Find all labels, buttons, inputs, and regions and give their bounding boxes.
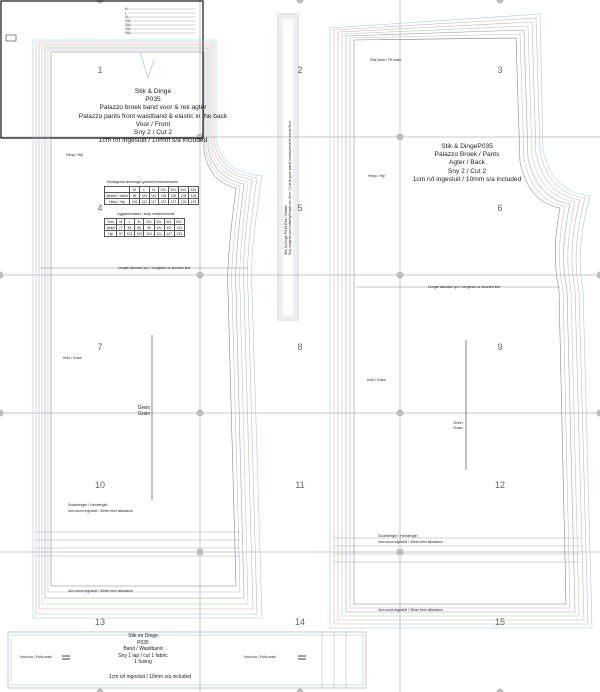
back-lengthen-label: Lengte afkorten lyn / Lengthen or shorten line: [428, 285, 501, 289]
elastic-strip-label: Stik & Dinge P035 Rek / Elastic Sny volgens jou middellyfmaat min 5cm / Cut to your waist measurement minus 5cm: [284, 120, 293, 255]
waistband-title: Stik en Dinge P035 Band / Waistband Sny 1 lap / cut 1 fabric 1 fusing: [118, 633, 168, 666]
waistband-seam: 1cm n/t ingesluit / 10mm s/a included: [108, 674, 192, 680]
fold-mark-label-left: Vou/vou / Fold mark: [20, 655, 52, 659]
back-hip-marker: Heup / Hip: [368, 174, 385, 178]
front-hem-allowance-lower: 4cm soom ingesluit / 40mm hem allowance: [68, 589, 133, 593]
back-knee-marker: Knie / Knee: [367, 378, 386, 382]
size-legend: M L XL 2XL 3XL 4XL 5XL: [125, 7, 131, 35]
page-number: 4: [97, 203, 103, 213]
front-knee-marker: Knie / Knee: [63, 356, 82, 360]
page-number: 5: [297, 203, 303, 213]
size-table-title: Kledingstuk afmetings/ garment measurements: [107, 180, 178, 184]
body-table-title: Liggaamsmates / body measurements: [117, 212, 175, 216]
page-number: 8: [297, 342, 303, 352]
logo-mark: [6, 35, 16, 41]
page-number: 13: [94, 617, 106, 627]
legend-lines: [128, 9, 195, 33]
back-hem-band: [334, 538, 580, 562]
page-number: 14: [294, 617, 306, 627]
fold-mark-label-right: Vou/vou / Fold mark: [244, 655, 276, 659]
front-lengthen-label: Lengte afkorten lyn / Lengthen or shorten line: [118, 266, 191, 270]
back-hem-allowance: 4cm soom ingesluit / 40mm hem allowance: [378, 540, 443, 544]
front-hem-label: Soomlengte / Hemlength: [68, 503, 108, 507]
page-number: 10: [94, 480, 106, 490]
front-piece-title: Stik & Dinge P035 Palazzo broek band voor & rek agter Palazzo pants front waistband & elastic in the back Voor / Front Sny 2 / Cut 2 1cm n/t ingesluit / 10mm s/a included: [78, 88, 228, 145]
back-piece-title: Stik & DingeP035 Palazzo Broek / Pants Agter / Back Sny 2 / Cut 2 1cm n/t ingesluit / 10mm s/a included: [412, 143, 522, 183]
back-grain-label: Grein Grain: [453, 421, 463, 430]
front-hip-marker: Heup / Hip: [66, 153, 83, 157]
page-number: 1: [97, 65, 103, 75]
page-number: 7: [97, 342, 103, 352]
page-number: 11: [295, 480, 305, 490]
front-grain-label: Grein Grain: [137, 405, 151, 417]
page-number: 2: [297, 65, 303, 75]
garment-size-table: M L XL 2XL 3XL 4XL 5XL Middel / Waist 86 100 110 118 125 135 145 Heup / Hip 106 112 117 122 127 132 137: [106, 187, 197, 204]
back-hem-allowance-lower: 4cm soom ingesluit / 40mm hem allowance: [378, 608, 443, 612]
page-number: 12: [494, 480, 506, 490]
body-size-table: Size M L XL 2XL 3XL 4XL 5XL Waist 77 83 89 95 101 107 113 Hip 97 103 109 115 121 127 133: [106, 219, 183, 236]
back-fit-mark: Pas merk / Fit mark: [370, 58, 402, 62]
page-number: 15: [494, 617, 506, 627]
back-piece-outlines: [330, 14, 592, 628]
page-number: 9: [497, 342, 503, 352]
back-hem-label: Soomlengte / Hemlength: [378, 534, 418, 538]
page-number: 3: [497, 65, 503, 75]
front-hem-allowance: 4cm soom ingesluit / 40mm hem allowance: [68, 509, 133, 513]
page-number: 6: [497, 203, 503, 213]
